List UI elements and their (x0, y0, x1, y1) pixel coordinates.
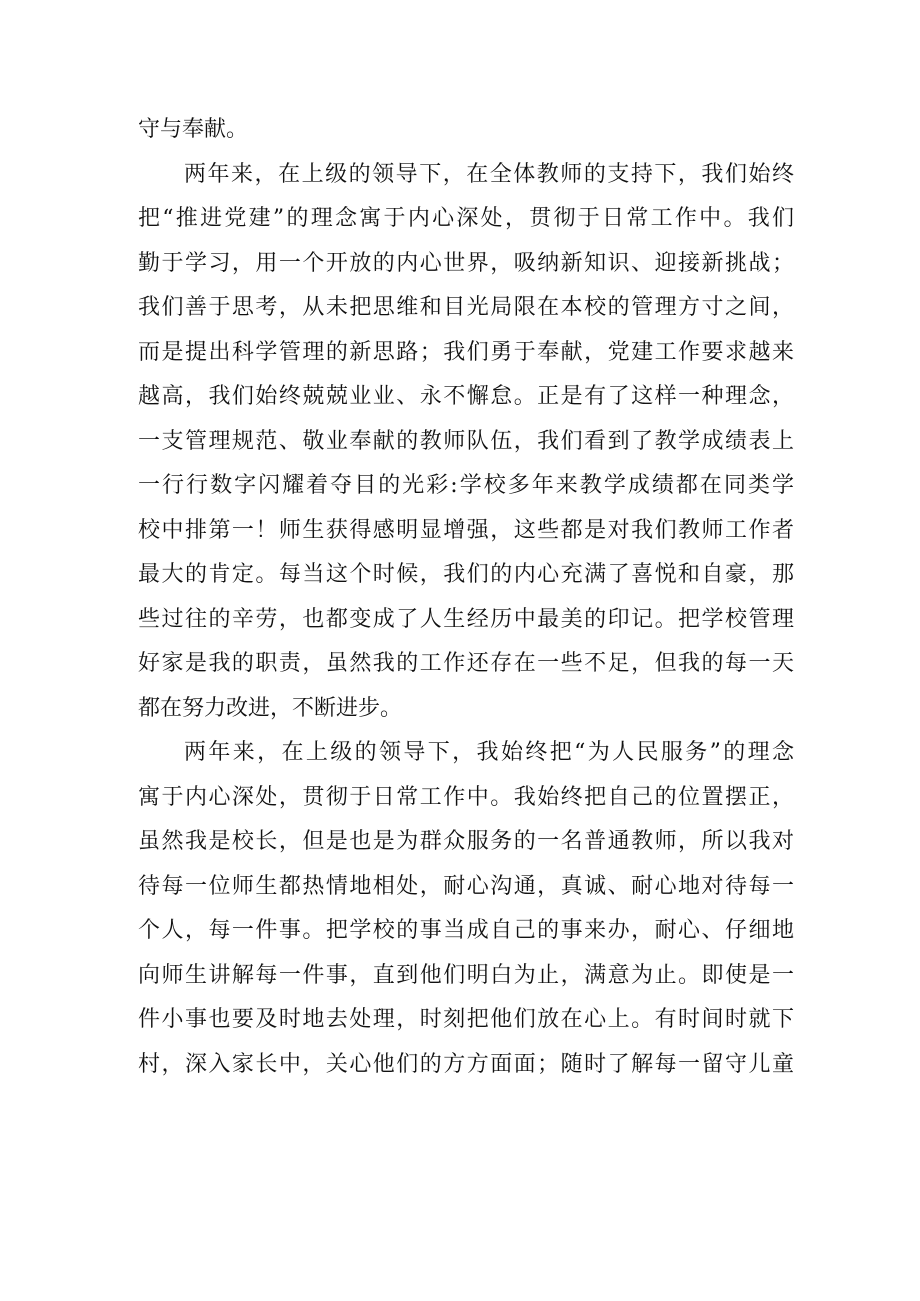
text-line: 勤于学习，用一个开放的内心世界，吸纳新知识、迎接新挑战； (138, 250, 794, 276)
text-line: 而是提出科学管理的新思路；我们勇于奉献，党建工作要求越来 (138, 339, 794, 365)
text-line: 村，深入家长中，关心他们的方方面面；随时了解每一留守儿童 (138, 1051, 794, 1077)
text-line: 校中排第一！师生获得感明显增强，这些都是对我们教师工作者 (138, 517, 794, 543)
text-line: 件小事也要及时地去处理，时刻把他们放在心上。有时间时就下 (138, 1007, 794, 1032)
text-line: 虽然我是校长，但是也是为群众服务的一名普通教师，所以我对 (138, 829, 794, 854)
text-line: 一行行数字闪耀着夺目的光彩:学校多年来教学成绩都在同类学 (138, 473, 794, 498)
text-line: 越高，我们始终兢兢业业、永不懈怠。正是有了这样一种理念， (138, 384, 794, 409)
text-line: 好家是我的职责，虽然我的工作还存在一些不足，但我的每一天 (138, 651, 794, 676)
text-line: 待每一位师生都热情地相处，耐心沟通，真诚、耐心地对待每一 (138, 873, 794, 899)
text-line: 两年来，在上级的领导下，在全体教师的支持下，我们始终 (184, 161, 794, 187)
text-line: 个人，每一件事。把学校的事当成自己的事来办，耐心、仔细地 (138, 918, 794, 943)
document-body (138, 108, 794, 1087)
text-line: 都在努力改进，不断进步。 (138, 695, 403, 721)
text-line: 向师生讲解每一件事，直到他们明白为止，满意为止。即使是一 (138, 962, 794, 988)
text-line: 最大的肯定。每当这个时候，我们的内心充满了喜悦和自豪，那 (138, 562, 794, 587)
text-line: 些过往的辛劳，也都变成了人生经历中最美的印记。把学校管理 (138, 606, 794, 632)
text-line: 把“推进党建”的理念寓于内心深处，贯彻于日常工作中。我们 (138, 206, 794, 231)
text-line: 两年来，在上级的领导下，我始终把“为人民服务”的理念 (184, 740, 794, 765)
text-line: 守与奉献。 (138, 117, 249, 142)
text-line: 一支管理规范、敬业奉献的教师队伍，我们看到了教学成绩表上 (138, 428, 794, 454)
text-line: 我们善于思考，从未把思维和目光局限在本校的管理方寸之间， (138, 295, 794, 320)
text-line: 寓于内心深处，贯彻于日常工作中。我始终把自己的位置摆正， (138, 784, 794, 810)
